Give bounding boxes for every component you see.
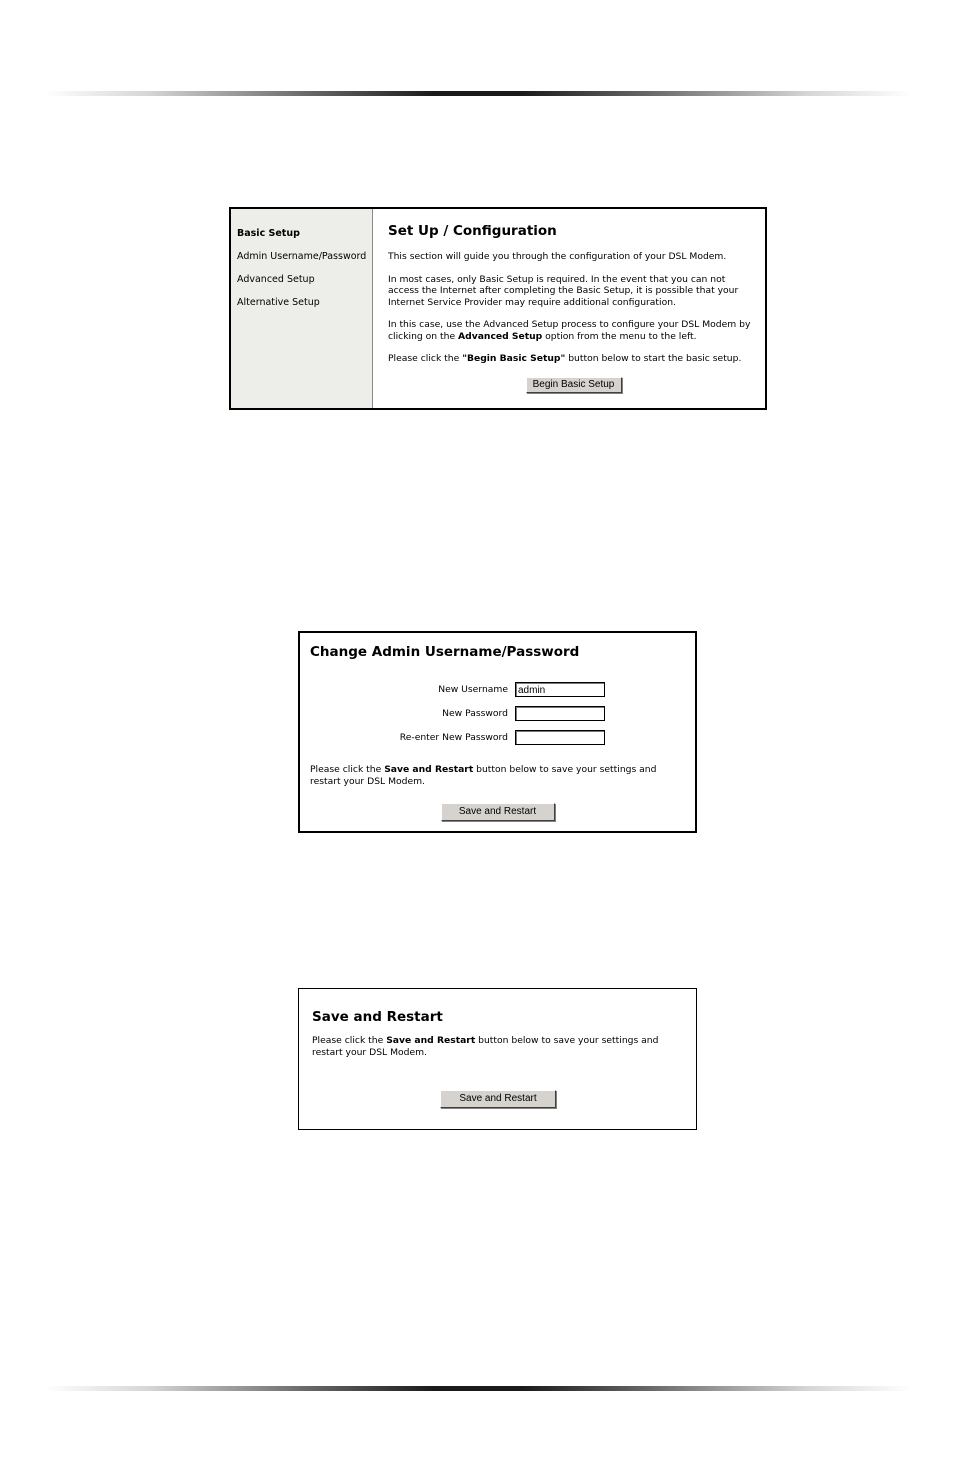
save-restart-title: Save and Restart <box>312 1009 443 1025</box>
admin-save-note <box>310 764 685 787</box>
save-restart-emphasis: Save and Restart <box>386 1035 476 1046</box>
advanced-info-text-c: option from the menu to the left. <box>542 330 697 342</box>
sidebar-item-advanced-setup[interactable]: Advanced Setup <box>237 274 315 285</box>
setup-title: Set Up / Configuration <box>388 223 557 239</box>
begin-basic-setup-button[interactable]: Begin Basic Setup <box>526 377 622 393</box>
save-restart-note <box>312 1035 684 1058</box>
password-label: New Password <box>442 707 508 719</box>
save-and-restart-button[interactable]: Save and Restart <box>440 1090 556 1108</box>
admin-note-a: Please click the <box>310 764 385 775</box>
setup-content <box>373 209 765 408</box>
top-divider-rule <box>44 91 912 96</box>
setup-begin-instruction <box>388 353 759 365</box>
setup-advanced-info-text <box>388 319 759 342</box>
username-row <box>310 677 685 701</box>
advanced-setup-emphasis: Advanced Setup <box>458 330 543 342</box>
begin-instruction-c: button below to start the basic setup. <box>565 353 742 364</box>
sidebar-item-basic-setup[interactable]: Basic Setup <box>237 228 300 239</box>
bottom-divider-rule <box>44 1386 912 1391</box>
save-note-c: button below to save your settings and restart your DSL Modem. <box>312 1035 659 1058</box>
reenter-password-row <box>310 725 685 749</box>
advanced-info-text-a: In this case, use the Advanced Setup process to configure your DSL Modem by clicking on the <box>388 319 751 342</box>
password-input[interactable] <box>515 706 605 721</box>
setup-intro-text: This section will guide you through the configuration of your DSL Modem. <box>388 251 727 262</box>
setup-sidebar-menu <box>231 209 373 408</box>
save-note-a: Please click the <box>312 1035 387 1046</box>
setup-configuration-window <box>229 207 767 410</box>
setup-basic-info-text: In most cases, only Basic Setup is required. In the event that you can not access the Internet after completing the Basic Setup, it is possible that your Internet Service Provider may require additional configuration. <box>388 273 739 308</box>
change-admin-window <box>298 631 697 833</box>
reenter-password-label: Re-enter New Password <box>399 731 508 743</box>
sidebar-item-admin-username-password[interactable]: Admin Username/Password <box>237 251 367 262</box>
reenter-password-input[interactable] <box>515 730 605 745</box>
admin-title: Change Admin Username/Password <box>310 644 580 660</box>
admin-note-c: button below to save your settings and restart your DSL Modem. <box>310 764 657 787</box>
admin-save-and-restart-button[interactable]: Save and Restart <box>441 803 555 821</box>
username-label: New Username <box>438 683 508 695</box>
begin-instruction-a: Please click the <box>388 353 463 364</box>
sidebar-item-alternative-setup[interactable]: Alternative Setup <box>237 297 320 308</box>
begin-basic-setup-emphasis: "Begin Basic Setup" <box>462 353 566 364</box>
username-input[interactable]: admin <box>515 682 605 697</box>
admin-save-restart-emphasis: Save and Restart <box>384 764 474 775</box>
save-restart-window <box>298 988 697 1130</box>
password-row <box>310 701 685 725</box>
